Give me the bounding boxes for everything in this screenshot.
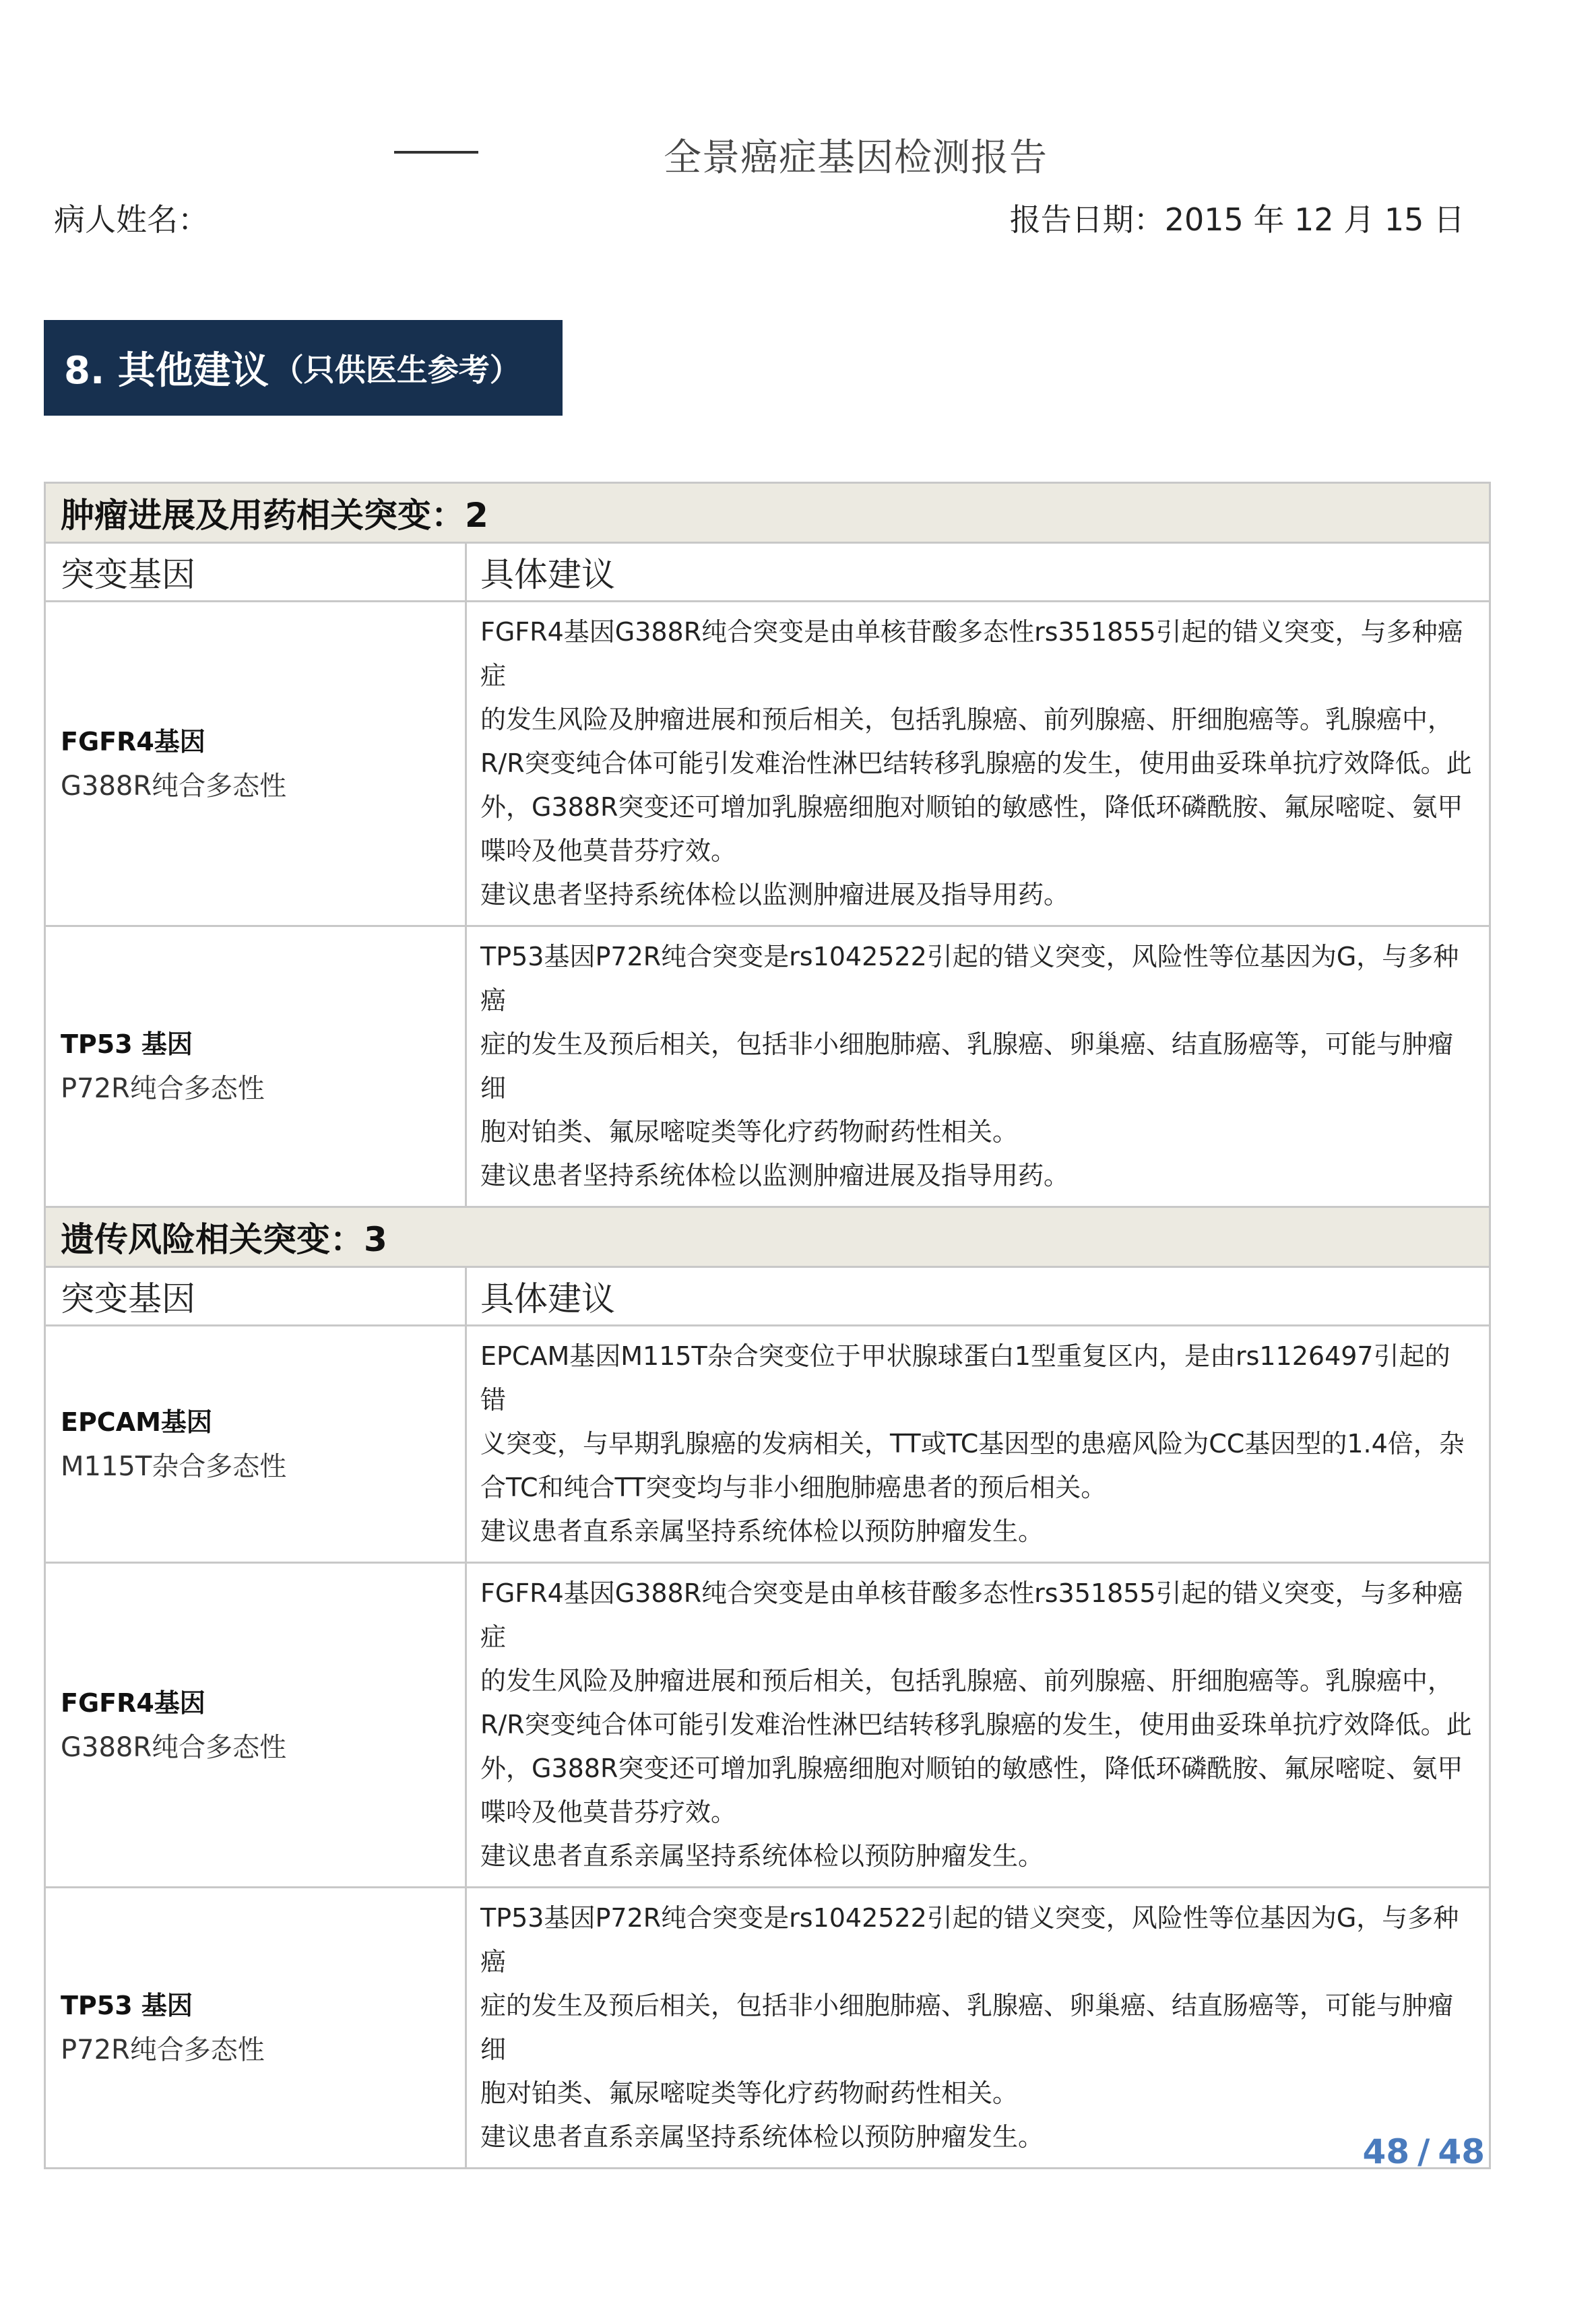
advice-line: 喋呤及他莫昔芬疗效。 bbox=[480, 1797, 737, 1827]
gene-name: FGFR4基因 bbox=[61, 1688, 205, 1718]
advice-cell bbox=[466, 1326, 1490, 1563]
advice-line: 胞对铂类、氟尿嘧啶类等化疗药物耐药性相关。 bbox=[480, 1117, 1019, 1147]
advice-line: FGFR4基因G388R纯合突变是由单核苷酸多态性rs351855引起的错义突变，与多种癌症 bbox=[480, 1578, 1463, 1652]
column-header-row bbox=[45, 543, 1490, 602]
advice-line: R/R突变纯合体可能引发难治性淋巴结转移乳腺癌的发生，使用曲妥珠单抗疗效降低。此 bbox=[480, 748, 1472, 778]
column-header-advice: 具体建议 bbox=[466, 543, 1490, 602]
column-header-gene: 突变基因 bbox=[45, 543, 466, 602]
advice-line: 建议患者坚持系统体检以监测肿瘤进展及指导用药。 bbox=[480, 880, 1070, 909]
recommendation-table bbox=[44, 482, 1491, 2169]
gene-variant: G388R纯合多态性 bbox=[61, 1731, 287, 1763]
group-header-row bbox=[45, 1207, 1490, 1267]
column-header-row bbox=[45, 1267, 1490, 1326]
gene-variant: P72R纯合多态性 bbox=[61, 2035, 265, 2065]
advice-line: 的发生风险及肿瘤进展和预后相关，包括乳腺癌、前列腺癌、肝细胞癌等。乳腺癌中， bbox=[480, 705, 1454, 734]
column-header-advice: 具体建议 bbox=[466, 1267, 1490, 1326]
report-date: 报告日期：2015 年 12 月 15 日 bbox=[1009, 201, 1465, 238]
page-current: 48 bbox=[1362, 2132, 1410, 2171]
advice-line: 建议患者直系亲属坚持系统体检以预防肿瘤发生。 bbox=[480, 1841, 1044, 1871]
gene-cell bbox=[45, 1888, 466, 2169]
patient-name-label: 病人姓名： bbox=[54, 201, 209, 238]
table-row bbox=[45, 1888, 1490, 2169]
advice-line: 义突变，与早期乳腺癌的发病相关，TT或TC基因型的患癌风险为CC基因型的1.4倍，杂 bbox=[480, 1429, 1465, 1459]
advice-cell bbox=[466, 926, 1490, 1207]
page-number bbox=[1363, 2132, 1485, 2171]
group-title: 肿瘤进展及用药相关突变：2 bbox=[45, 483, 1490, 543]
gene-name: FGFR4基因 bbox=[61, 726, 205, 757]
gene-variant: M115T杂合多态性 bbox=[61, 1450, 287, 1482]
advice-cell bbox=[466, 602, 1490, 926]
advice-line: 建议患者坚持系统体检以监测肿瘤进展及指导用药。 bbox=[480, 1161, 1070, 1190]
advice-line: 症的发生及预后相关，包括非小细胞肺癌、乳腺癌、卵巢癌、结直肠癌等，可能与肿瘤细 bbox=[480, 1991, 1454, 2064]
column-header-gene: 突变基因 bbox=[45, 1267, 466, 1326]
gene-cell bbox=[45, 1326, 466, 1563]
section-subtitle: （只供医生参考） bbox=[272, 352, 521, 388]
header-decorative-line bbox=[394, 151, 478, 154]
advice-line: 胞对铂类、氟尿嘧啶类等化疗药物耐药性相关。 bbox=[480, 2078, 1019, 2108]
advice-line: EPCAM基因M115T杂合突变位于甲状腺球蛋白1型重复区内，是由rs1126497引起的错 bbox=[480, 1341, 1450, 1415]
gene-variant: P72R纯合多态性 bbox=[61, 1073, 265, 1104]
advice-line: TP53基因P72R纯合突变是rs1042522引起的错义突变，风险性等位基因为G，与多种癌 bbox=[480, 942, 1459, 1015]
gene-name: EPCAM基因 bbox=[61, 1407, 212, 1437]
advice-line: 建议患者直系亲属坚持系统体检以预防肿瘤发生。 bbox=[480, 1516, 1044, 1546]
table-row bbox=[45, 926, 1490, 1207]
advice-line: 喋呤及他莫昔芬疗效。 bbox=[480, 836, 737, 866]
gene-name: TP53 基因 bbox=[61, 1029, 193, 1059]
section-title: 8. 其他建议 bbox=[64, 349, 269, 393]
group-header-row bbox=[45, 483, 1490, 543]
table-row bbox=[45, 1563, 1490, 1888]
gene-name: TP53 基因 bbox=[61, 1991, 193, 2020]
table-row bbox=[45, 602, 1490, 926]
advice-line: 症的发生及预后相关，包括非小细胞肺癌、乳腺癌、卵巢癌、结直肠癌等，可能与肿瘤细 bbox=[480, 1029, 1454, 1103]
advice-cell bbox=[466, 1563, 1490, 1888]
advice-line: FGFR4基因G388R纯合突变是由单核苷酸多态性rs351855引起的错义突变，与多种癌症 bbox=[480, 617, 1463, 691]
group-title: 遗传风险相关突变：3 bbox=[45, 1207, 1490, 1267]
advice-line: 外，G388R突变还可增加乳腺癌细胞对顺铂的敏感性，降低环磷酰胺、氟尿嘧啶、氨甲 bbox=[480, 792, 1463, 822]
advice-line: TP53基因P72R纯合突变是rs1042522引起的错义突变，风险性等位基因为G，与多种癌 bbox=[480, 1903, 1459, 1977]
advice-line: 外，G388R突变还可增加乳腺癌细胞对顺铂的敏感性，降低环磷酰胺、氟尿嘧啶、氨甲 bbox=[480, 1754, 1463, 1783]
advice-line: 的发生风险及肿瘤进展和预后相关，包括乳腺癌、前列腺癌、肝细胞癌等。乳腺癌中， bbox=[480, 1666, 1454, 1696]
gene-cell bbox=[45, 602, 466, 926]
advice-line: 合TC和纯合TT突变均与非小细胞肺癌患者的预后相关。 bbox=[480, 1473, 1107, 1502]
page-separator: / bbox=[1417, 2132, 1430, 2171]
advice-line: R/R突变纯合体可能引发难治性淋巴结转移乳腺癌的发生，使用曲妥珠单抗疗效降低。此 bbox=[480, 1710, 1472, 1739]
gene-variant: G388R纯合多态性 bbox=[61, 770, 287, 802]
report-title: 全景癌症基因检测报告 bbox=[664, 136, 1048, 180]
table-row bbox=[45, 1326, 1490, 1563]
section-banner bbox=[44, 320, 563, 416]
gene-cell bbox=[45, 1563, 466, 1888]
advice-cell bbox=[466, 1888, 1490, 2169]
gene-cell bbox=[45, 926, 466, 1207]
page-total: 48 bbox=[1438, 2132, 1485, 2171]
advice-line: 建议患者直系亲属坚持系统体检以预防肿瘤发生。 bbox=[480, 2122, 1044, 2152]
